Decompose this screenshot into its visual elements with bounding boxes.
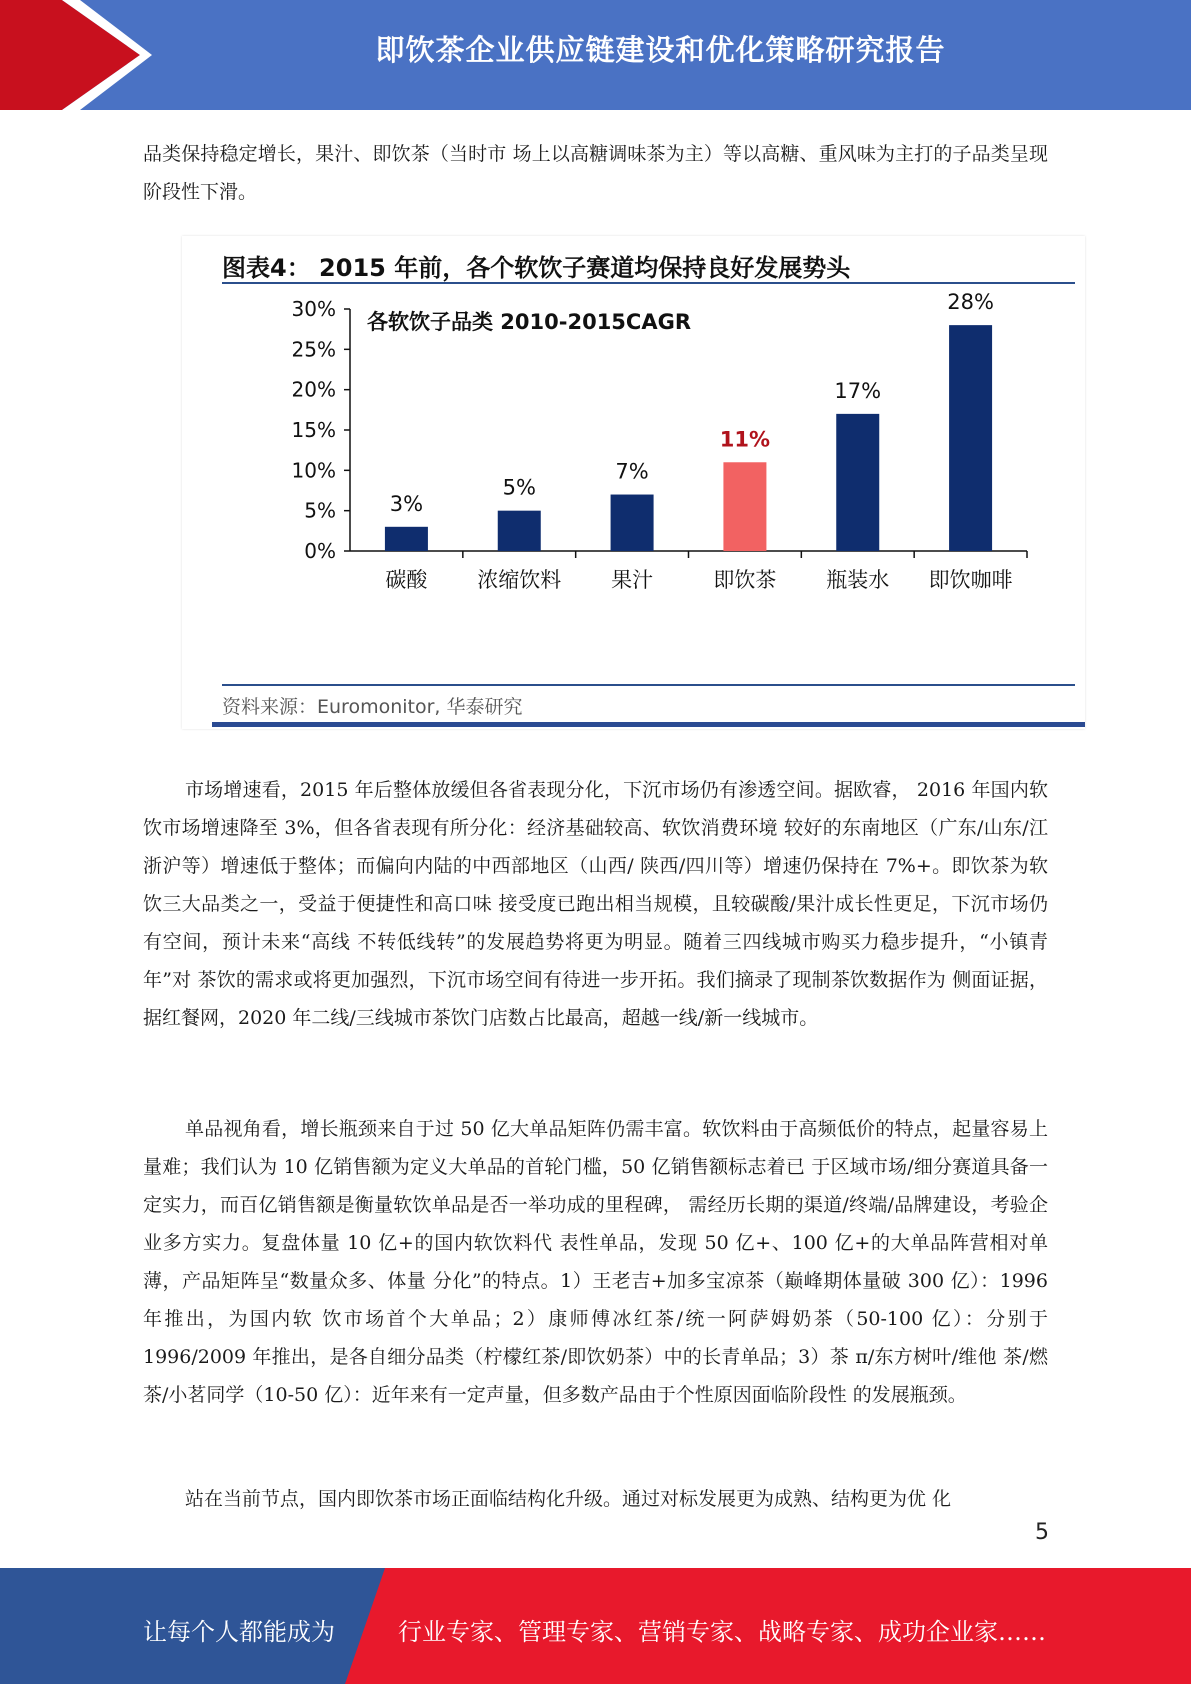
figure-title: 图表4： 2015 年前，各个软饮子赛道均保持良好发展势头: [222, 254, 851, 282]
x-category-label: 浓缩饮料: [477, 568, 562, 592]
figure-base-rule: [212, 722, 1085, 727]
x-category-label: 瓶装水: [826, 568, 890, 592]
page-number: 5: [1035, 1520, 1049, 1545]
bar-3: [611, 495, 654, 551]
paragraph-current-stage: 站在当前节点，国内即饮茶市场正面临结构化升级。通过对标发展更为成熟、结构更为优 化: [185, 1488, 952, 1510]
bar-2: [498, 511, 541, 551]
document-title: 即饮茶企业供应链建设和优化策略研究报告: [375, 33, 946, 67]
bar-4: [723, 462, 766, 551]
page-header: [0, 0, 1191, 110]
footer-slogan-right: 行业专家、管理专家、营销专家、战略专家、成功企业家……: [398, 1618, 1046, 1646]
bar-value-label: 28%: [947, 290, 994, 315]
y-tick-label: 30%: [291, 297, 336, 321]
figure-source: 资料来源：Euromonitor, 华泰研究: [222, 696, 523, 718]
bar-value-label: 5%: [502, 475, 536, 500]
x-category-label: 即饮咖啡: [928, 568, 1013, 592]
chart-inner-title: 各软饮子品类 2010-2015CAGR: [367, 310, 691, 334]
y-tick-label: 15%: [291, 418, 336, 442]
figure-bottom-rule: [222, 684, 1075, 686]
bar-6: [949, 325, 992, 551]
footer-slogan-left: 让每个人都能成为: [143, 1618, 335, 1646]
bar-1: [385, 527, 428, 551]
paragraph-intro: 品类保持稳定增长，果汁、即饮茶（当时市 场上以高糖调味茶为主）等以高糖、重风味为主打的子品类呈现阶段性下滑。: [143, 143, 1048, 203]
figure-chart: [182, 236, 1085, 729]
y-tick-label: 10%: [291, 458, 336, 483]
page-footer: [0, 1568, 1191, 1684]
bar-5: [836, 414, 879, 551]
figure-top-rule: [222, 282, 1075, 284]
paragraph-single-product: 单品视角看，增长瓶颈来自于过 50 亿大单品矩阵仍需丰富。软饮料由于高频低价的特点，起量容易上量难；我们认为 10 亿销售额为定义大单品的首轮门槛，50 亿销售额标志着已 于区域市场/细分赛道具备一定实力，而百亿销售额是衡量软饮单品是否一举功成的里程碑， 需经历长期的渠道/终端/品牌建设，考验企业多方实力。复盘体量 10 亿+的国内软饮料代 表性单品，发现 50 亿+、100 亿+的大单品阵营相对单薄，产品矩阵呈“数量众多、体量 分化”的特点。1）王老吉+加多宝凉茶（巅峰期体量破 300 亿）：1996 年推出，为国内软 饮市场首个大单品；2）康师傅冰红茶/统一阿萨姆奶茶（50-100 亿）：分别于 1996/2009 年推出，是各自细分品类（柠檬红茶/即饮奶茶）中的长青单品；3）茶 π/东方树叶/维他 茶/燃茶/小茗同学（10-50 亿）：近年来有一定声量，但多数产品由于个性原因面临阶段性 的发展瓶颈。: [143, 1118, 1048, 1406]
bar-chart: [182, 286, 1085, 676]
bar-value-label: 17%: [834, 378, 882, 403]
x-category-label: 碳酸: [385, 568, 428, 592]
x-category-label: 果汁: [611, 568, 654, 592]
x-category-label: 即饮茶: [713, 568, 777, 592]
y-tick-label: 25%: [291, 337, 336, 362]
bar-value-label: 11%: [719, 427, 771, 452]
y-tick-label: 5%: [304, 498, 336, 523]
bar-value-label: 7%: [615, 459, 649, 484]
y-tick-label: 0%: [304, 539, 336, 563]
paragraph-market-growth: 市场增速看，2015 年后整体放缓但各省表现分化，下沉市场仍有渗透空间。据欧睿， 2016 年国内软饮市场增速降至 3%，但各省表现有所分化：经济基础较高、软饮消费环境 较好的东南地区（广东/山东/江浙沪等）增速低于整体；而偏向内陆的中西部地区（山西/ 陕西/四川等）增速仍保持在 7%+。即饮茶为软饮三大品类之一，受益于便捷性和高口味 接受度已跑出相当规模，且较碳酸/果汁成长性更足，下沉市场仍有空间，预计未来“高线 不转低线转”的发展趋势将更为明显。随着三四线城市购买力稳步提升，“小镇青年”对 茶饮的需求或将更加强烈，下沉市场空间有待进一步开拓。我们摘录了现制茶饮数据作为 侧面证据，据红餐网，2020 年二线/三线城市茶饮门店数占比最高，超越一线/新一线城市。: [143, 779, 1048, 1029]
y-tick-label: 20%: [291, 377, 336, 402]
bar-value-label: 3%: [389, 491, 424, 516]
